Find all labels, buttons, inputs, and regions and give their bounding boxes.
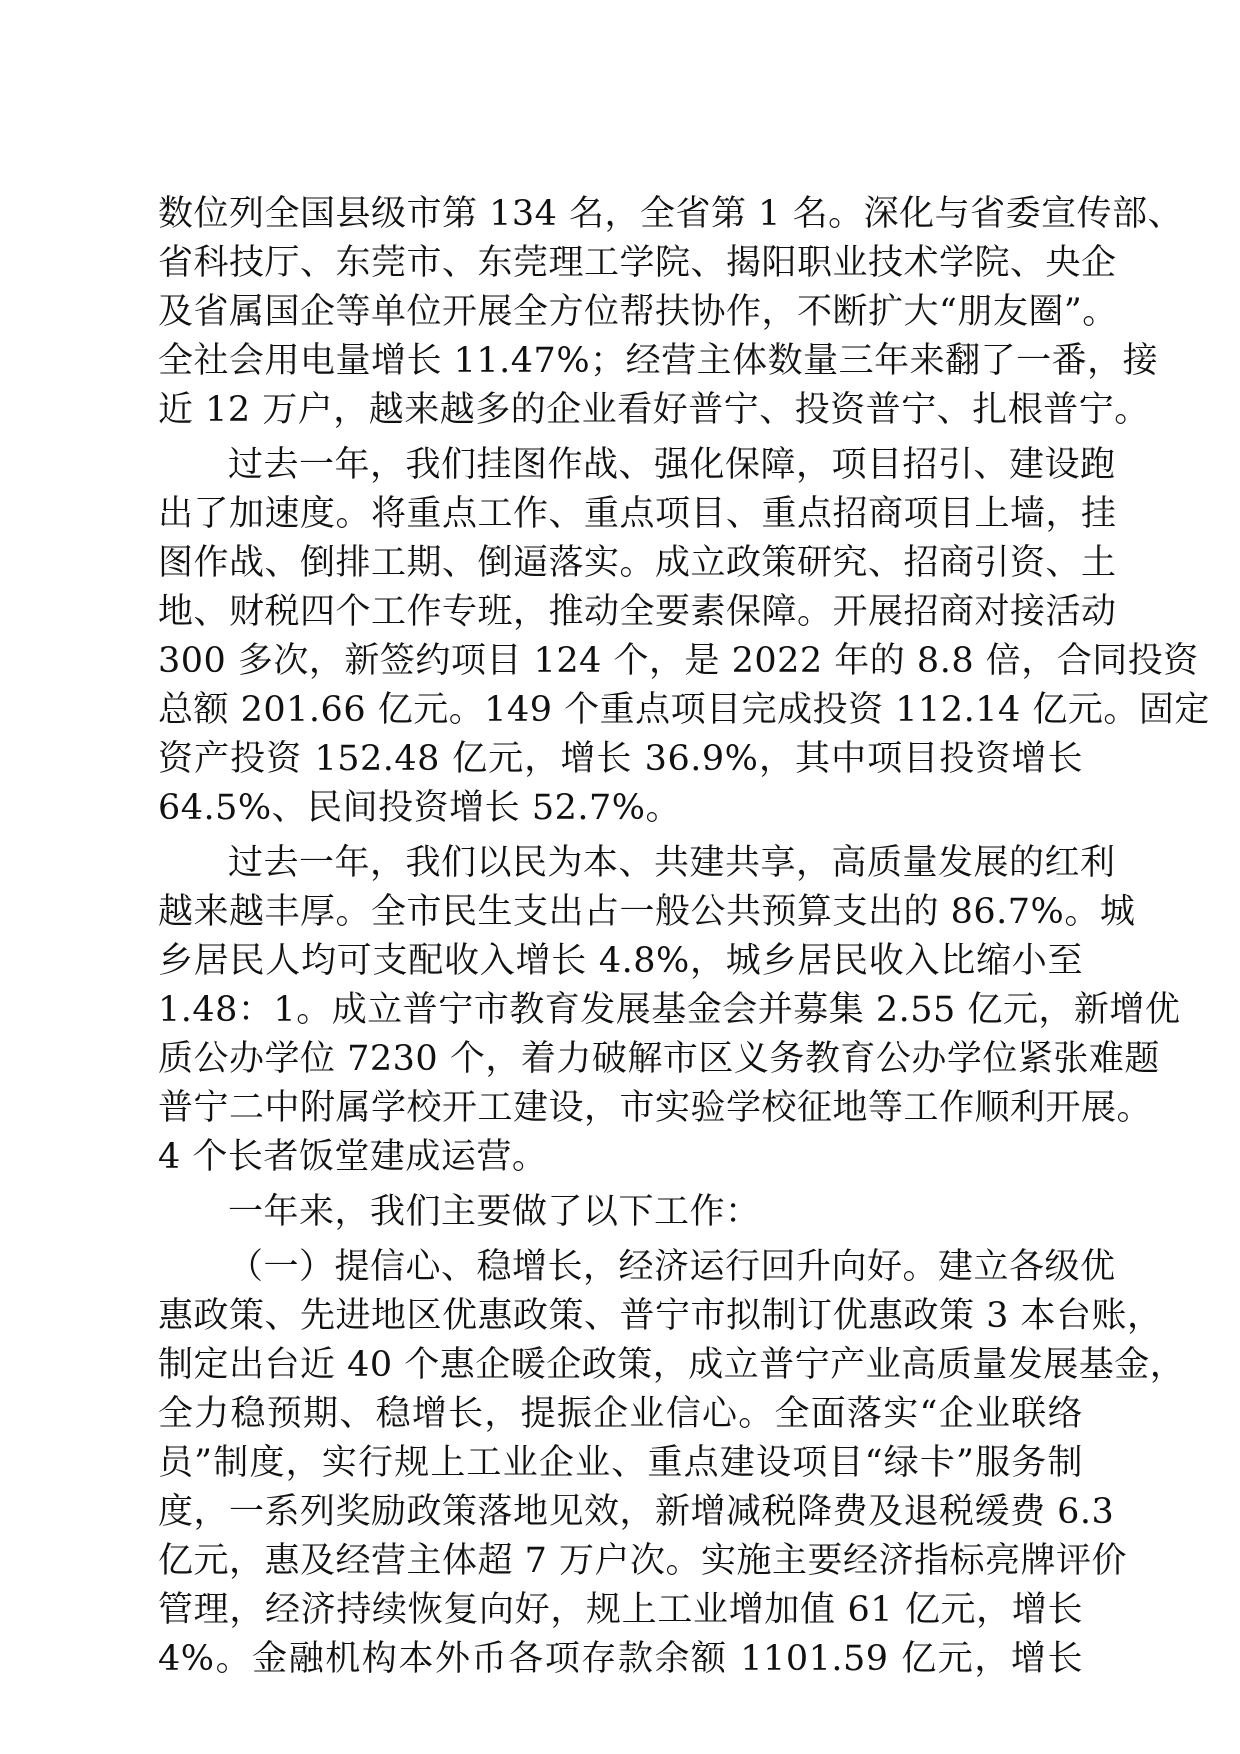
paragraph — [158, 1243, 1186, 1684]
paragraph — [158, 839, 1181, 1182]
text-line: 300 多次，新签约项目 124 个，是 2022 年的 8.8 倍，合同投资 — [158, 641, 1199, 681]
text-line: 及省属国企等单位开展全方位帮扶协作，不断扩大“朋友圈”。 — [158, 292, 1118, 332]
text-line: 一年来，我们主要做了以下工作： — [228, 1192, 761, 1232]
text-line: 惠政策、先进地区优惠政策、普宁市拟制订优惠政策 3 本台账， — [158, 1296, 1163, 1336]
text-line: 1.48：1。成立普宁市教育发展基金会并募集 2.55 亿元，新增优 — [158, 990, 1181, 1030]
text-line: 度，一系列奖励政策落地见效，新增减税降费及退税缓费 6.3 — [158, 1492, 1115, 1532]
text-line: 64.5%、民间投资增长 52.7%。 — [158, 788, 681, 828]
text-line: 质公办学位 7230 个，着力破解市区义务教育公办学位紧张难题 — [158, 1039, 1160, 1079]
text-line: 数位列全国县级市第 134 名，全省第 1 名。深化与省委宣传部、 — [158, 194, 1184, 234]
text-line: 地、财税四个工作专班，推动全要素保障。开展招商对接活动 — [158, 592, 1117, 632]
text-line: 总额 201.66 亿元。149 个重点项目完成投资 112.14 亿元。固定 — [158, 690, 1210, 730]
text-line: 全力稳预期、稳增长，提振企业信心。全面落实“企业联络 — [158, 1394, 1083, 1434]
text-line: 管理，经济持续恢复向好，规上工业增加值 61 亿元，增长 — [158, 1590, 1083, 1630]
text-line: 过去一年，我们以民为本、共建共享，高质量发展的红利 — [228, 843, 1116, 883]
text-line: 亿元，惠及经营主体超 7 万户次。实施主要经济指标亮牌评价 — [158, 1541, 1128, 1581]
text-line: 普宁二中附属学校开工建设，市实验学校征地等工作顺利开展。 — [158, 1088, 1153, 1128]
text-line: 过去一年，我们挂图作战、强化保障，项目招引、建设跑 — [228, 445, 1116, 485]
document-page — [158, 190, 1210, 1684]
text-line: 省科技厅、东莞市、东莞理工学院、揭阳职业技术学院、央企 — [158, 243, 1117, 283]
text-line: 出了加速度。将重点工作、重点项目、重点招商项目上墙，挂 — [158, 494, 1117, 534]
paragraph — [158, 190, 1184, 435]
text-line: 近 12 万户，越来越多的企业看好普宁、投资普宁、扎根普宁。 — [158, 390, 1150, 430]
text-line: 4 个长者饭堂建成运营。 — [158, 1137, 548, 1177]
text-line: 制定出台近 40 个惠企暖企政策，成立普宁产业高质量发展基金， — [158, 1345, 1186, 1385]
text-line: 越来越丰厚。全市民生支出占一般公共预算支出的 86.7%。城 — [158, 892, 1136, 932]
paragraph — [158, 441, 1210, 833]
paragraph — [158, 1188, 1083, 1237]
text-line: 员”制度，实行规上工业企业、重点建设项目“绿卡”服务制 — [158, 1443, 1083, 1483]
text-line: 图作战、倒排工期、倒逼落实。成立政策研究、招商引资、土 — [158, 543, 1117, 583]
text-line: 4%。金融机构本外币各项存款余额 1101.59 亿元，增长 — [158, 1639, 1083, 1679]
text-line: 全社会用电量增长 11.47%；经营主体数量三年来翻了一番，接 — [158, 341, 1159, 381]
text-line: 资产投资 152.48 亿元，增长 36.9%，其中项目投资增长 — [158, 739, 1083, 779]
text-line: （一）提信心、稳增长，经济运行回升向好。建立各级优 — [228, 1247, 1116, 1287]
text-line: 乡居民人均可支配收入增长 4.8%，城乡居民收入比缩小至 — [158, 941, 1083, 981]
